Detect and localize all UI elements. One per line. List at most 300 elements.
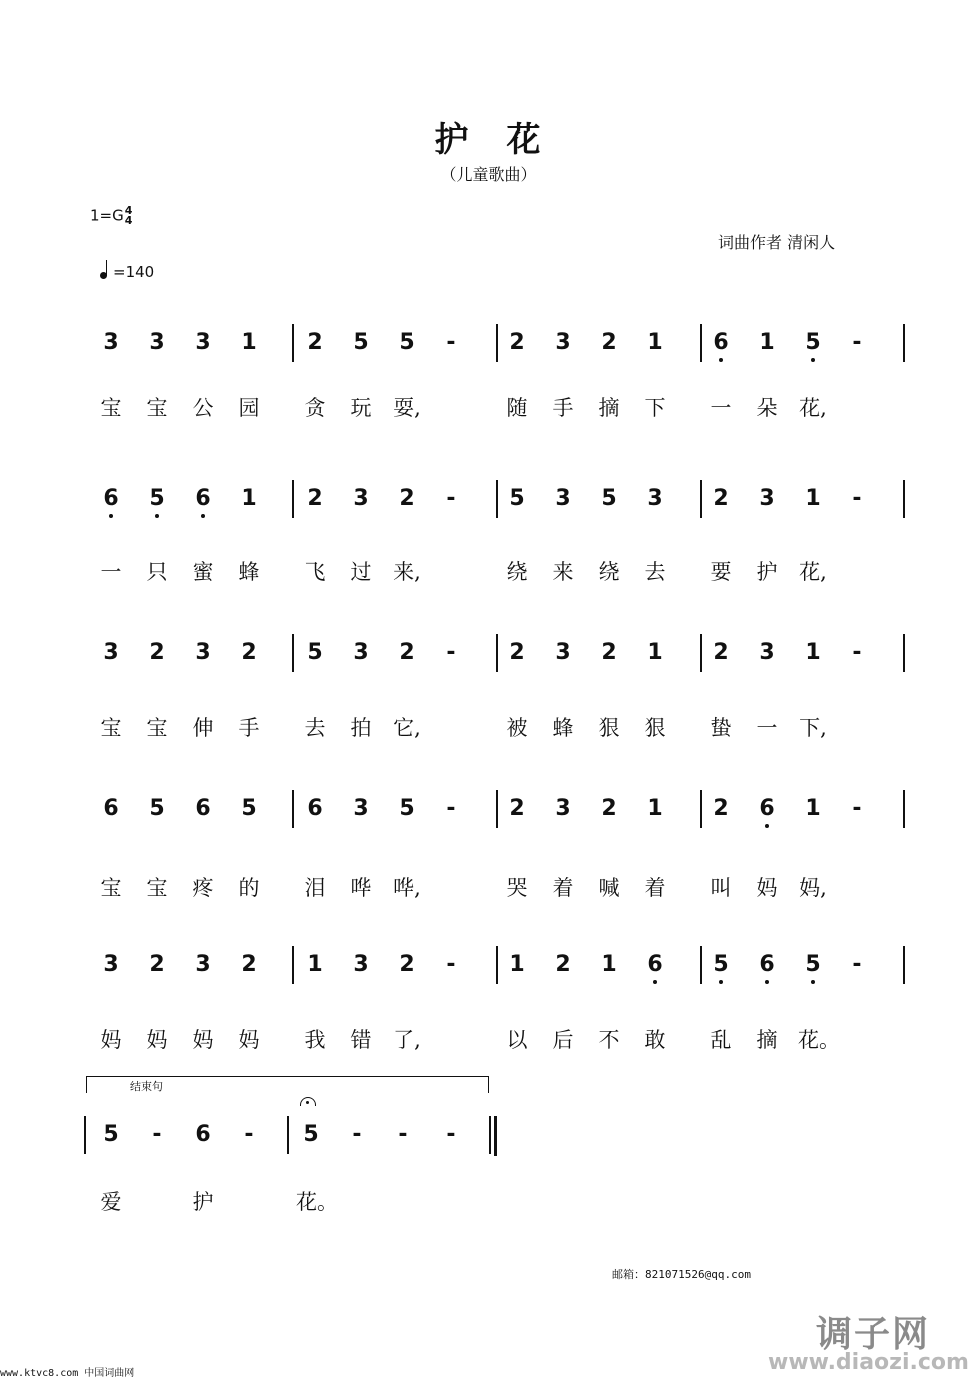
note-digit: 3 [555, 486, 571, 511]
time-signature [125, 206, 133, 226]
note [803, 328, 823, 358]
note-digit: - [352, 1122, 362, 1147]
lyric-char: 以 [506, 1028, 528, 1052]
note-digit: 5 [399, 330, 415, 355]
note [803, 794, 823, 824]
note [757, 950, 777, 980]
watermark-logo: 调子网 [816, 1314, 931, 1355]
lyric-char: 敢 [644, 1028, 666, 1052]
note [711, 794, 731, 824]
lyric-char: 宝 [100, 396, 122, 420]
lyric-char: 妈 [146, 1028, 168, 1052]
note [507, 484, 527, 514]
lyric-char: 哗 [350, 876, 372, 900]
ending-note [441, 1120, 461, 1150]
note [645, 950, 665, 980]
note [193, 950, 213, 980]
lyric-char: 宝 [146, 716, 168, 740]
note [847, 794, 867, 824]
key-label: 1=G [90, 206, 124, 225]
note [757, 484, 777, 514]
note-digit: 6 [307, 796, 323, 821]
note-digit: - [446, 486, 456, 511]
lyric-char: 拍 [350, 716, 372, 740]
note-digit: - [446, 640, 456, 665]
lyric-char: 乱 [710, 1028, 732, 1052]
key-signature [90, 206, 132, 226]
bar-line [496, 790, 498, 828]
song-subtitle: （儿童歌曲） [440, 165, 537, 184]
lyric-char: 绕 [506, 560, 528, 584]
note [847, 484, 867, 514]
lyric-char: 泪 [304, 876, 326, 900]
bar-line [496, 946, 498, 984]
note [757, 638, 777, 668]
note [305, 328, 325, 358]
note-digit: 3 [353, 640, 369, 665]
lyric-char: 宝 [100, 876, 122, 900]
lyric-char: 绕 [598, 560, 620, 584]
lyric-char: 一 [756, 716, 778, 740]
note [711, 950, 731, 980]
lyric-char: 狠 [598, 716, 620, 740]
note [351, 950, 371, 980]
lyric-char: 蛰 [710, 716, 732, 740]
note-digit: 2 [713, 640, 729, 665]
composer-credit: 词曲作者 清闲人 [718, 233, 836, 252]
lyric-char: 哭 [506, 876, 528, 900]
note-digit: 6 [103, 796, 119, 821]
note [803, 484, 823, 514]
note [351, 328, 371, 358]
note [147, 794, 167, 824]
lyric-char: 宝 [146, 396, 168, 420]
lyric-char: 宝 [146, 876, 168, 900]
note-digit: 3 [555, 330, 571, 355]
lyric-char: 手 [238, 716, 260, 740]
note-digit: 3 [195, 640, 211, 665]
bar-line [496, 634, 498, 672]
note-digit: 2 [601, 796, 617, 821]
lower-octave-dot [765, 824, 769, 828]
note-digit: 6 [195, 1122, 211, 1147]
note [101, 484, 121, 514]
lyric-char: 叫 [710, 876, 732, 900]
lyric-char: 只 [146, 560, 168, 584]
ending-note [347, 1120, 367, 1150]
bar-line [700, 634, 702, 672]
note-digit: 5 [399, 796, 415, 821]
tempo-value: =140 [113, 263, 155, 281]
lyric-char: 飞 [304, 560, 326, 584]
note-digit: 2 [555, 952, 571, 977]
note-digit: 6 [759, 796, 775, 821]
lyric-char: 我 [304, 1028, 326, 1052]
final-bar-thin [489, 1116, 491, 1154]
note-digit: 1 [759, 330, 775, 355]
note-digit: 1 [805, 640, 821, 665]
note-digit: 3 [149, 330, 165, 355]
lyric-char: 着 [644, 876, 666, 900]
note-digit: 3 [555, 640, 571, 665]
note-digit: - [852, 640, 862, 665]
note-digit: - [852, 486, 862, 511]
note-digit: 5 [805, 330, 821, 355]
ending-note [147, 1120, 167, 1150]
note-digit: 3 [759, 640, 775, 665]
bar-line [903, 946, 905, 984]
note-digit: 5 [509, 486, 525, 511]
note [847, 950, 867, 980]
lyric-char: 耍, [393, 396, 421, 420]
bar-line [292, 946, 294, 984]
note-digit: - [446, 1122, 456, 1147]
note-digit: 6 [103, 486, 119, 511]
lyric-char: 蜂 [552, 716, 574, 740]
note [239, 484, 259, 514]
tempo-marking [100, 263, 154, 281]
note [645, 794, 665, 824]
note-digit: 1 [647, 796, 663, 821]
ending-note [101, 1120, 121, 1150]
note-digit: 3 [195, 952, 211, 977]
ending-note [393, 1120, 413, 1150]
note [599, 950, 619, 980]
lyric-char: 妈 [238, 1028, 260, 1052]
note-digit: 3 [555, 796, 571, 821]
lyric-char: 去 [304, 716, 326, 740]
note-digit: 6 [195, 486, 211, 511]
note-digit: 2 [713, 796, 729, 821]
lyric-char: 玩 [350, 396, 372, 420]
note-digit: 3 [353, 952, 369, 977]
note [147, 328, 167, 358]
note-digit: 3 [353, 796, 369, 821]
lower-octave-dot [811, 358, 815, 362]
lyric-char: 妈, [799, 876, 827, 900]
lyric-char: 随 [506, 396, 528, 420]
ending-label: 结束句 [130, 1080, 163, 1093]
lower-octave-dot [155, 514, 159, 518]
note-digit: 2 [307, 486, 323, 511]
note-digit: 3 [103, 640, 119, 665]
lower-octave-dot [653, 980, 657, 984]
note-digit: 2 [399, 952, 415, 977]
lower-octave-dot [201, 514, 205, 518]
lyric-char: 它, [393, 716, 421, 740]
email-contact: 邮箱：821071526@qq.com [612, 1268, 751, 1281]
note-digit: 5 [601, 486, 617, 511]
note-digit: 2 [601, 640, 617, 665]
bar-line [84, 1116, 86, 1154]
note [397, 638, 417, 668]
note [553, 950, 573, 980]
note-digit: - [152, 1122, 162, 1147]
note [147, 484, 167, 514]
note-digit: 1 [805, 486, 821, 511]
note [599, 328, 619, 358]
note-digit: 1 [509, 952, 525, 977]
ending-note [301, 1120, 321, 1150]
note-digit: 2 [307, 330, 323, 355]
note [193, 328, 213, 358]
note-digit: 5 [307, 640, 323, 665]
note [441, 794, 461, 824]
final-bar-thick [494, 1116, 497, 1156]
note [239, 794, 259, 824]
note [101, 794, 121, 824]
note [553, 484, 573, 514]
lyric-char: 错 [350, 1028, 372, 1052]
lyric-char: 花, [799, 560, 827, 584]
lower-octave-dot [765, 980, 769, 984]
note [351, 794, 371, 824]
note [757, 328, 777, 358]
ending-note [239, 1120, 259, 1150]
note [193, 638, 213, 668]
note-digit: 6 [647, 952, 663, 977]
lyric-char: 了, [393, 1028, 421, 1052]
note-digit: 3 [759, 486, 775, 511]
lyric-char: 摘 [756, 1028, 778, 1052]
bar-line [700, 946, 702, 984]
note [599, 794, 619, 824]
lyric-char: 妈 [192, 1028, 214, 1052]
lyric-char: 下 [644, 396, 666, 420]
note-digit: 5 [805, 952, 821, 977]
note-digit: - [398, 1122, 408, 1147]
bar-line [903, 790, 905, 828]
note [305, 950, 325, 980]
note-digit: - [852, 952, 862, 977]
lyric-char: 下, [799, 716, 827, 740]
lower-octave-dot [109, 514, 113, 518]
note [507, 794, 527, 824]
note-digit: 5 [241, 796, 257, 821]
note [441, 328, 461, 358]
note [397, 328, 417, 358]
lyric-char: 疼 [192, 876, 214, 900]
note-digit: 2 [241, 952, 257, 977]
note [101, 638, 121, 668]
watermark-url: www.diaozi.com [768, 1350, 969, 1375]
note [507, 638, 527, 668]
note-digit: 3 [103, 952, 119, 977]
bar-line [700, 790, 702, 828]
note [711, 638, 731, 668]
note [239, 638, 259, 668]
fermata-icon [300, 1097, 316, 1106]
note [553, 794, 573, 824]
note [507, 950, 527, 980]
note [147, 638, 167, 668]
note-digit: 3 [195, 330, 211, 355]
note-digit: - [852, 330, 862, 355]
note-digit: 5 [149, 796, 165, 821]
note [757, 794, 777, 824]
note-digit: 2 [241, 640, 257, 665]
note-digit: 1 [241, 330, 257, 355]
bar-line [292, 480, 294, 518]
lyric-char: 去 [644, 560, 666, 584]
note [305, 794, 325, 824]
source-site: www.ktvc8.com 中国词曲网 [0, 1368, 135, 1379]
bar-line [903, 480, 905, 518]
song-title: 护 花 [434, 120, 543, 160]
lyric-char: 哗, [393, 876, 421, 900]
note [645, 638, 665, 668]
note [351, 484, 371, 514]
bar-line [496, 480, 498, 518]
lyric-char: 妈 [756, 876, 778, 900]
note-digit: 2 [399, 486, 415, 511]
note-digit: - [446, 330, 456, 355]
lyric-char: 着 [552, 876, 574, 900]
note-digit: - [244, 1122, 254, 1147]
note [193, 794, 213, 824]
note [645, 328, 665, 358]
lyric-char: 妈 [100, 1028, 122, 1052]
bar-line [700, 480, 702, 518]
note [553, 328, 573, 358]
bar-line [903, 324, 905, 362]
note [101, 950, 121, 980]
note-digit: 1 [647, 640, 663, 665]
note [711, 484, 731, 514]
bar-line [292, 324, 294, 362]
note [645, 484, 665, 514]
lyric-char: 后 [552, 1028, 574, 1052]
lower-octave-dot [719, 980, 723, 984]
note [553, 638, 573, 668]
quarter-note-icon [100, 272, 107, 279]
note-digit: 6 [713, 330, 729, 355]
note-digit: 5 [303, 1122, 319, 1147]
bar-line [903, 634, 905, 672]
lyric-char: 手 [552, 396, 574, 420]
bar-line [496, 324, 498, 362]
lyric-char: 摘 [598, 396, 620, 420]
note-digit: - [852, 796, 862, 821]
note [847, 638, 867, 668]
lyric-char: 被 [506, 716, 528, 740]
note-digit: 2 [149, 640, 165, 665]
lyric-char: 花。 [798, 1028, 840, 1052]
note-digit: 2 [509, 330, 525, 355]
note [305, 484, 325, 514]
note [397, 950, 417, 980]
note-digit: 2 [713, 486, 729, 511]
note-digit: 1 [805, 796, 821, 821]
bar-line [287, 1116, 289, 1154]
lyric-char: 蜜 [192, 560, 214, 584]
lyric-char: 要 [710, 560, 732, 584]
note-digit: 5 [149, 486, 165, 511]
lyric-char: 贪 [304, 396, 326, 420]
note [397, 794, 417, 824]
note-digit: 2 [509, 640, 525, 665]
lyric-char: 朵 [756, 396, 778, 420]
lyric-char: 来, [393, 560, 421, 584]
note-digit: 2 [509, 796, 525, 821]
note-digit: 1 [647, 330, 663, 355]
note-digit: 5 [353, 330, 369, 355]
note [803, 638, 823, 668]
note-digit: 3 [103, 330, 119, 355]
note [599, 484, 619, 514]
note [239, 950, 259, 980]
bar-line [292, 634, 294, 672]
lyric-char: 的 [238, 876, 260, 900]
lyric-char: 一 [710, 396, 732, 420]
note [101, 328, 121, 358]
note [305, 638, 325, 668]
lyric-char: 花, [799, 396, 827, 420]
lyric-char: 公 [192, 396, 214, 420]
lower-octave-dot [811, 980, 815, 984]
lower-octave-dot [719, 358, 723, 362]
bar-line [700, 324, 702, 362]
note [507, 328, 527, 358]
note-digit: 5 [103, 1122, 119, 1147]
note [147, 950, 167, 980]
time-top: 4 [124, 204, 133, 217]
note [397, 484, 417, 514]
time-bottom: 4 [124, 214, 133, 227]
note [441, 484, 461, 514]
lyric-char: 过 [350, 560, 372, 584]
lyric-char: 护 [756, 560, 778, 584]
note-digit: 5 [713, 952, 729, 977]
lyric-char: 花。 [296, 1190, 338, 1214]
note [803, 950, 823, 980]
note [847, 328, 867, 358]
note [441, 950, 461, 980]
lyric-char: 蜂 [238, 560, 260, 584]
lyric-char: 爱 [100, 1190, 122, 1214]
note [193, 484, 213, 514]
lyric-char: 护 [192, 1190, 214, 1214]
lyric-char: 喊 [598, 876, 620, 900]
note [711, 328, 731, 358]
note [441, 638, 461, 668]
note-digit: 1 [601, 952, 617, 977]
lyric-char: 伸 [192, 716, 214, 740]
lyric-char: 宝 [100, 716, 122, 740]
note [239, 328, 259, 358]
note-digit: 2 [149, 952, 165, 977]
note-digit: 6 [195, 796, 211, 821]
note-digit: - [446, 796, 456, 821]
note-digit: 3 [353, 486, 369, 511]
note [599, 638, 619, 668]
lyric-char: 狠 [644, 716, 666, 740]
lyric-char: 来 [552, 560, 574, 584]
note-digit: - [446, 952, 456, 977]
note [351, 638, 371, 668]
lyric-char: 一 [100, 560, 122, 584]
note-digit: 6 [759, 952, 775, 977]
bar-line [292, 790, 294, 828]
note-digit: 1 [241, 486, 257, 511]
note-digit: 2 [399, 640, 415, 665]
note-digit: 2 [601, 330, 617, 355]
ending-note [193, 1120, 213, 1150]
lyric-char: 园 [238, 396, 260, 420]
note-digit: 3 [647, 486, 663, 511]
note-digit: 1 [307, 952, 323, 977]
lyric-char: 不 [598, 1028, 620, 1052]
